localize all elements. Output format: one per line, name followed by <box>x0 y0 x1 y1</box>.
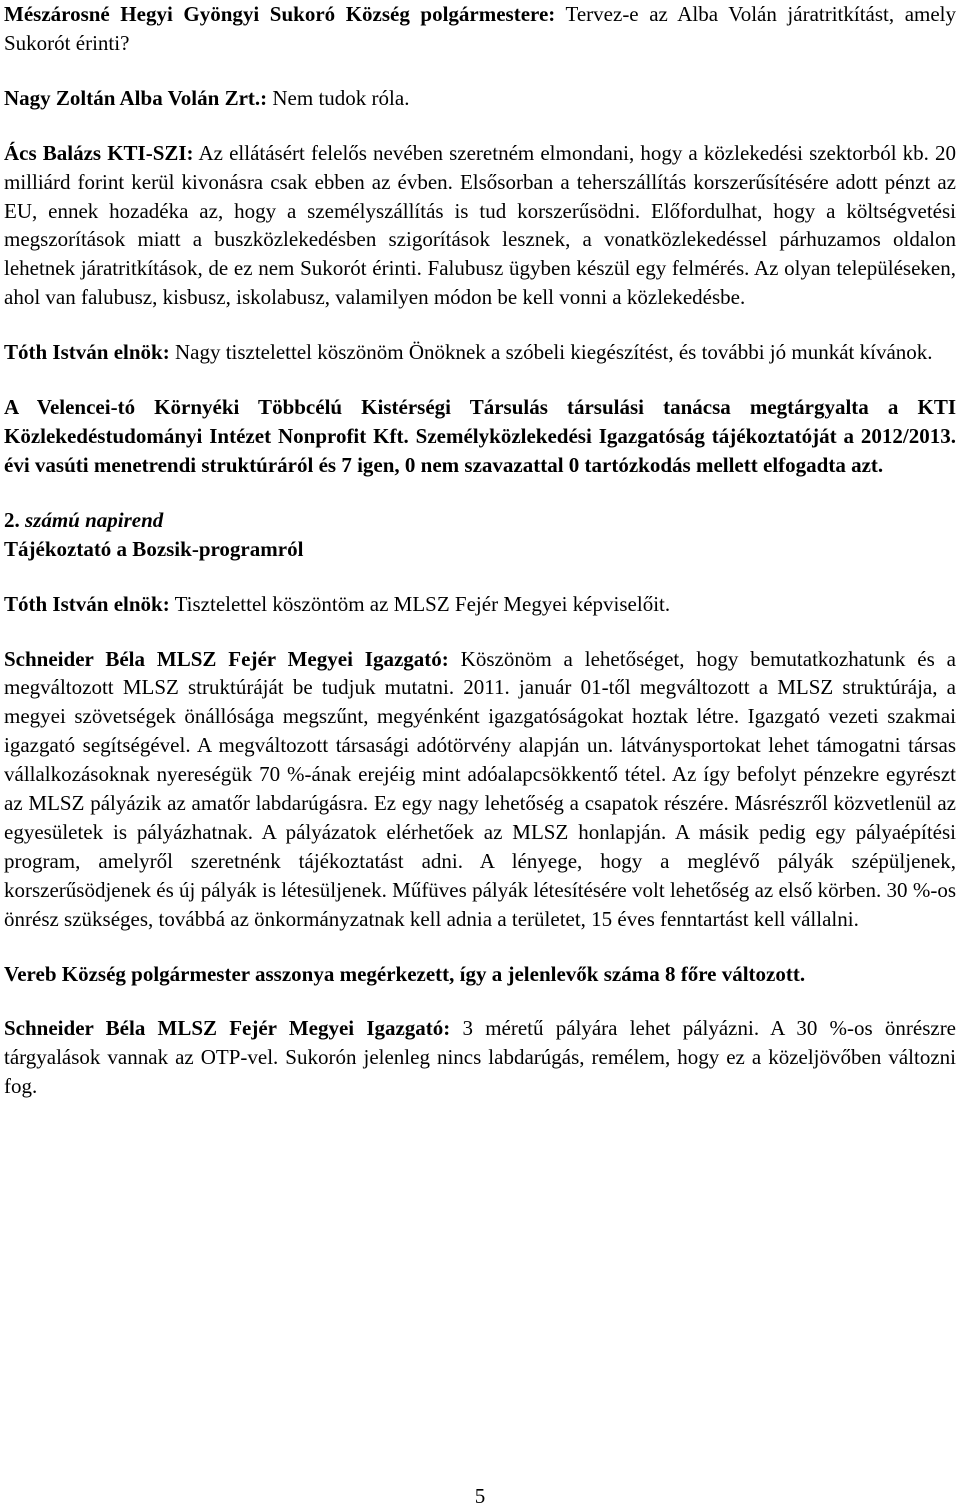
paragraph-mlsz-director-2 <box>4 1014 956 1101</box>
paragraph-gap <box>4 367 956 393</box>
paragraph-text: Nagy tisztelettel köszönöm Önöknek a szóbeli kiegészítést, és további jó munkát kívánok. <box>169 340 933 365</box>
agenda-number: 2. <box>4 507 20 532</box>
agenda-title: Tájékoztató a Bozsik-programról <box>4 536 304 561</box>
paragraph-kti-szi <box>4 139 956 312</box>
paragraph-gap <box>4 988 956 1014</box>
paragraph-text: Tervez-e az Alba Volán járatritkítást, amely Sukorót érinti? <box>4 2 957 55</box>
speaker-name: Schneider Béla MLSZ Fejér Megyei Igazgató: <box>4 646 449 671</box>
paragraph-text: Az ellátásért felelős nevében szeretném elmondani, hogy a közlekedési szektorból kb. 20 milliárd forint kerül kivonásra csak ebben az évben. Elsősorban a teherszállítás korszerűsítésére adott pénzt az EU, ennek hozadéka az, hogy a személyszállítás is tud korszerűsödni. Előfordulhat, hogy a költségvetési megszorítások miatt a buszközlekedésben szigorítások lesznek, a vonatközlekedéssel párhuzamos oldalon lehetnek járatritkítások, de ez nem Sukorót érinti. Falubusz ügyben készül egy felmérés. Az olyan településeken, ahol van falubusz, kisbusz, iskolabusz, valamilyen módon be kell vonni a közlekedésbe. <box>4 140 956 310</box>
speaker-name: Tóth István elnök: <box>4 340 170 365</box>
paragraph-answer-alba-volan <box>4 84 956 113</box>
paragraph-gap <box>4 113 956 139</box>
page-number: 5 <box>474 1484 486 1508</box>
speaker-name: Ács Balázs KTI-SZI: <box>4 140 194 165</box>
paragraph-gap <box>4 619 956 645</box>
agenda-label: számú napirend <box>19 507 164 532</box>
paragraph-mlsz-director <box>4 645 956 934</box>
paragraph-gap <box>4 312 956 338</box>
speaker-name: Schneider Béla MLSZ Fejér Megyei Igazgató: <box>4 1016 451 1041</box>
speaker-name: Nagy Zoltán Alba Volán Zrt.: <box>4 85 268 110</box>
speaker-name: Tóth István elnök: <box>4 591 170 616</box>
paragraph-gap <box>4 58 956 84</box>
paragraph-gap <box>4 564 956 590</box>
paragraph-question-sukoro <box>4 0 956 58</box>
document-page <box>4 0 956 1101</box>
paragraph-gap <box>4 480 956 506</box>
paragraph-gap <box>4 934 956 960</box>
agenda-heading <box>4 506 956 535</box>
paragraph-text: Köszönöm a lehetőséget, hogy bemutatkozhatunk és a megváltozott MLSZ struktúráját be tudjuk mutatni. 2011. január 01-től megváltozott a MLSZ struktúrája, a megyei szövetségek önállósága megszűnt, megyénként igazgatóságokat hoztak létre. Igazgató vezeti szakmai igazgató segítségével. A megváltozott társasági adótörvény alapján un. látványsportokat lehet támogatni társas vállalkozásoknak nyereségük 70 %-ának erejéig mint adóalapcsökkentő tétel. Az így befolyt pénzekre egyrészt az MLSZ pályázik az amatőr labdarúgásra. Ez egy nagy lehetőség a csapatok részére. Másrészről közvetlenül az egyesületek is pályázhatnak. A pályázatok elérhetőek az MLSZ honlapján. A másik pedig egy pályaépítési program, amelyről szeretnénk tájékoztatást adni. A lényege, hogy a meglévő pályák szépüljenek, korszerűsödjenek és új pályák is létesüljenek. Műfüves pályák létesítésére volt lehetőség az első körben. 30 %-os önrész szükséges, továbbá az önkormányzatnak kell adnia a területet, 15 éves fenntartást kell vállalni. <box>4 646 956 931</box>
resolution-paragraph: A Velencei-tó Környéki Többcélú Kistérségi Társulás társulási tanácsa megtárgyalta a KTI Közlekedéstudományi Intézet Nonprofit Kft. Személyközlekedési Igazgatóság tájékoztatóját a 2012/2013. évi vasúti menetrendi struktúráról és 7 igen, 0 nem szavazattal 0 tartózkodás mellett elfogadta azt. <box>4 395 956 477</box>
speaker-name: Mészárosné Hegyi Gyöngyi Sukoró Község polgármestere: <box>4 2 556 26</box>
announcement-paragraph: Vereb Község polgármester asszonya megérkezett, így a jelenlevők száma 8 főre változott. <box>4 961 806 986</box>
paragraph-text: 3 méretű pályára lehet pályázni. A 30 %-os önrészre tárgyalások vannak az OTP-vel. Sukorón jelenleg nincs labdarúgás, remélem, hogy ez a közeljövőben változni fog. <box>4 1016 957 1099</box>
paragraph-chair-greeting <box>4 590 956 619</box>
paragraph-text: Tisztelettel köszöntöm az MLSZ Fejér Megyei képviselőit. <box>169 591 671 616</box>
paragraph-text: Nem tudok róla. <box>267 85 410 110</box>
paragraph-chair-thanks <box>4 338 956 367</box>
